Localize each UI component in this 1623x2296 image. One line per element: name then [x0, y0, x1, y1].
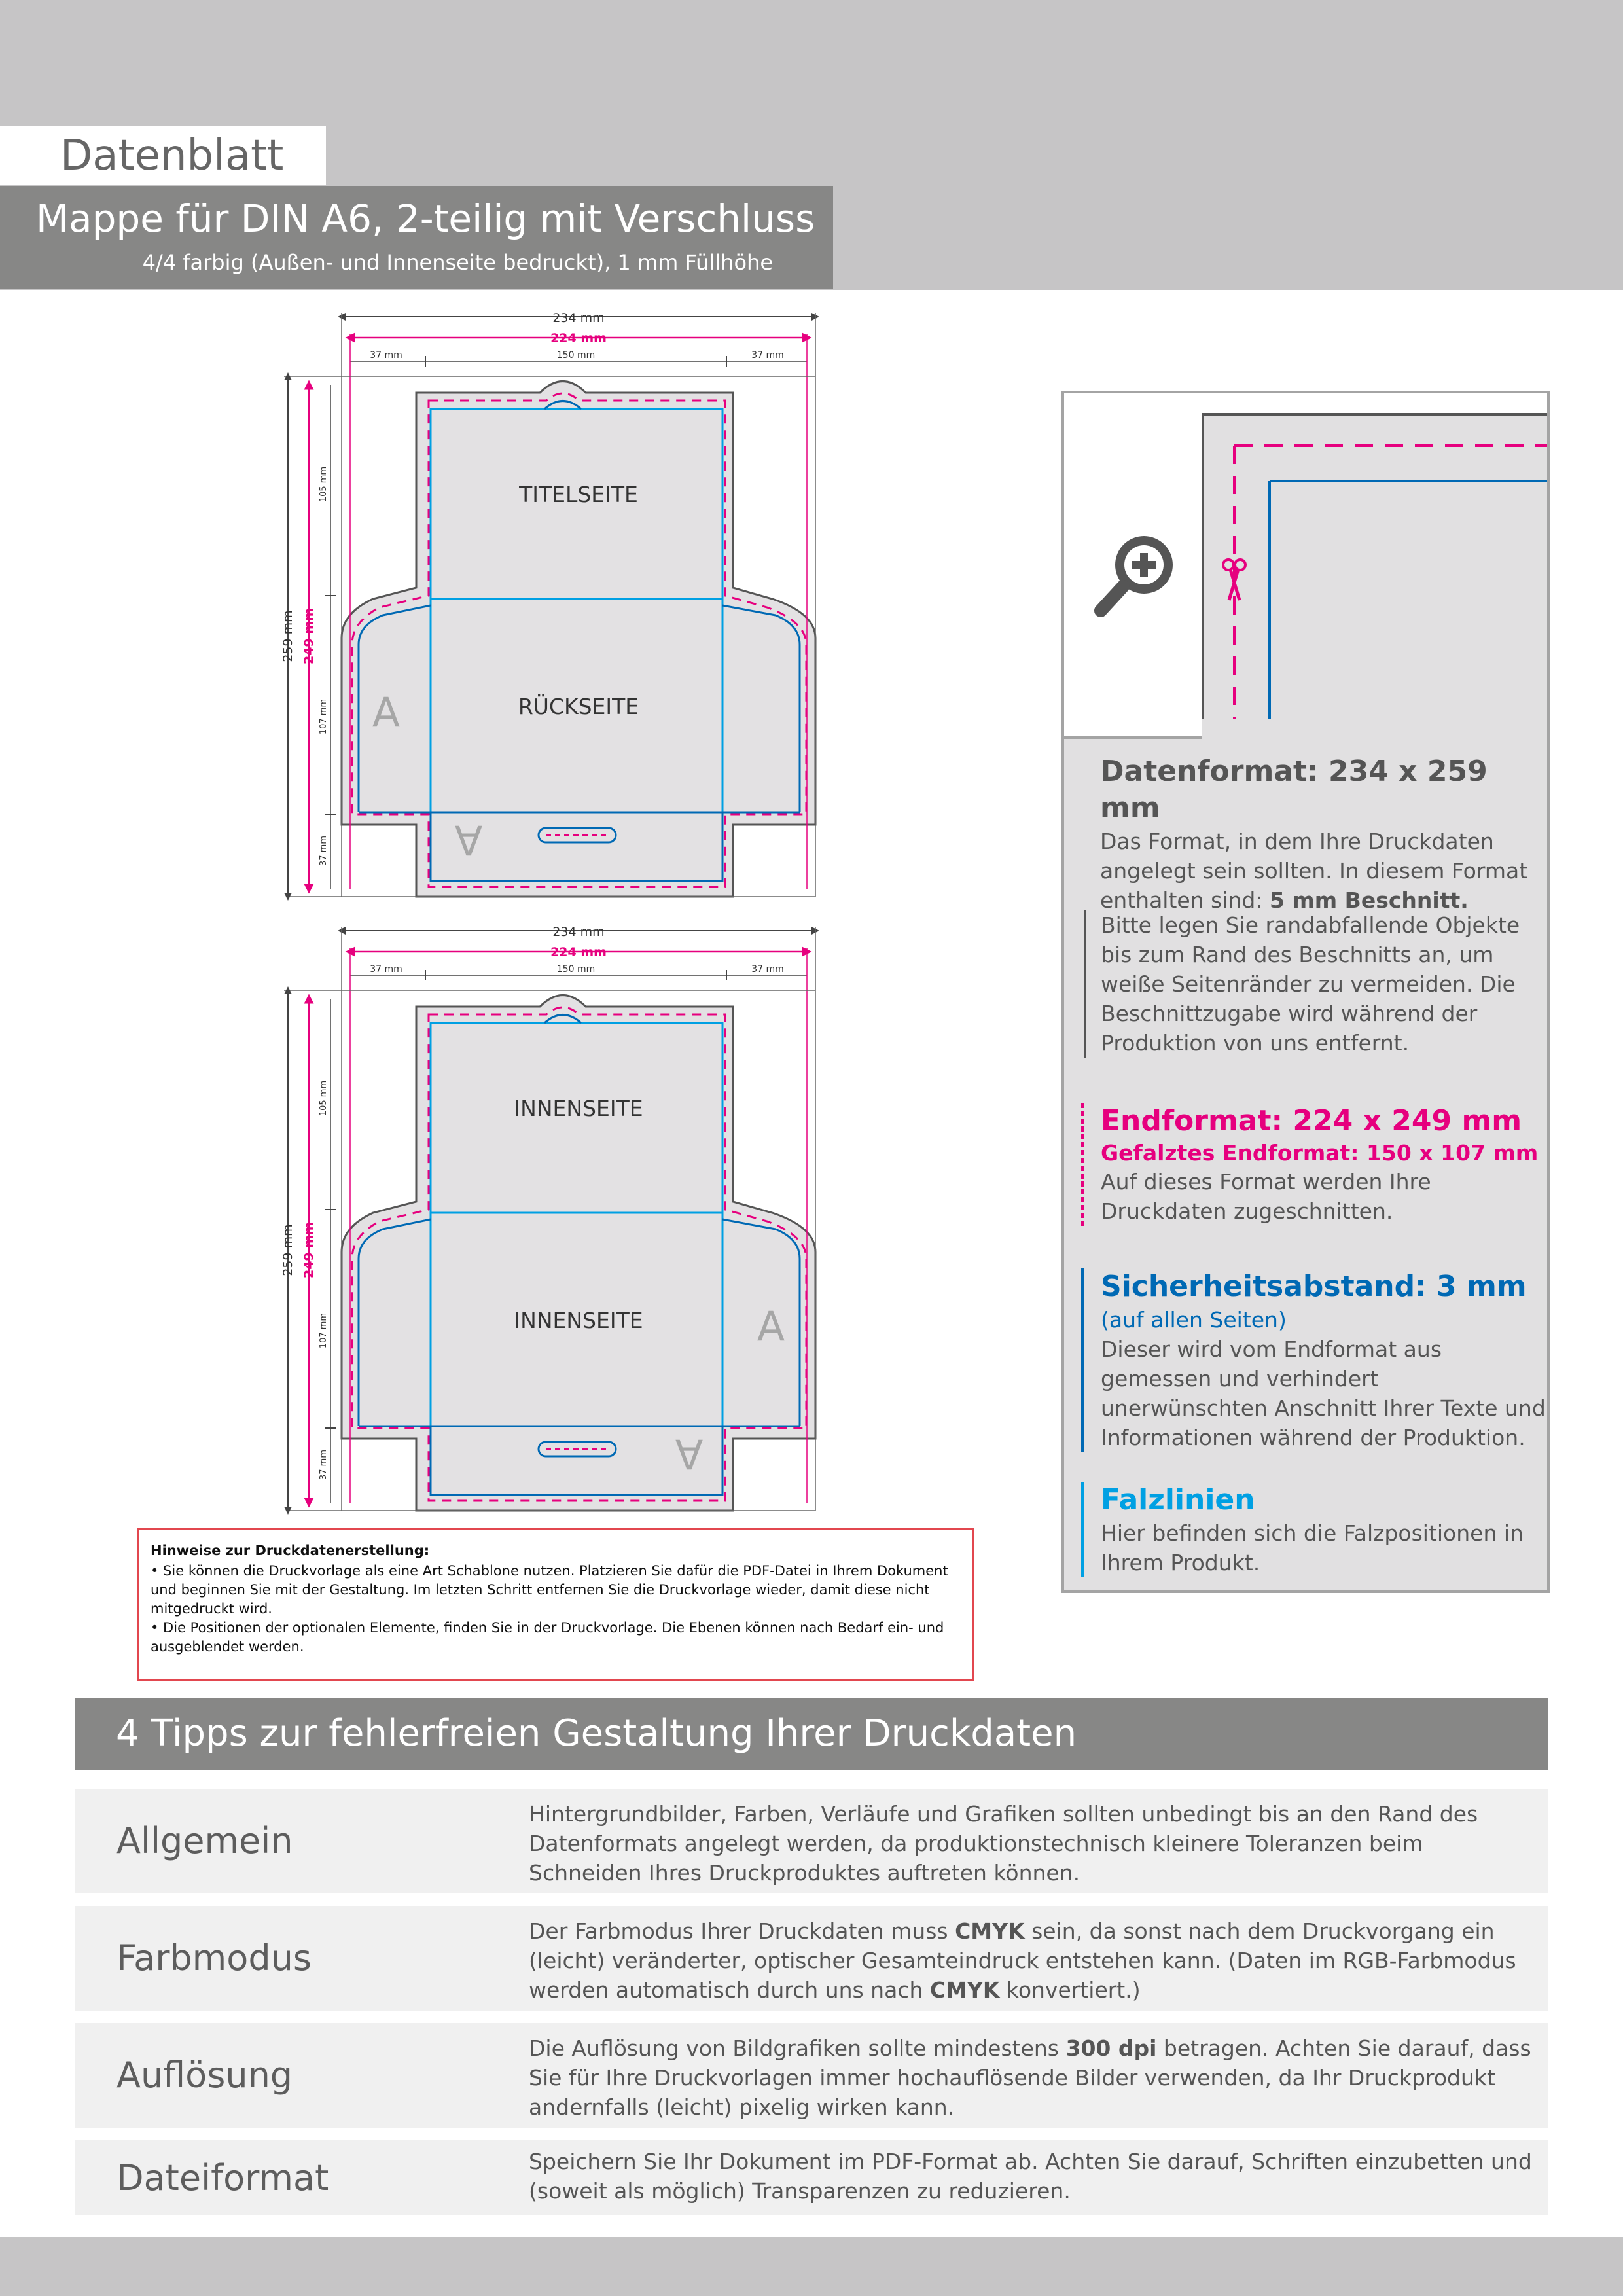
tip-text: Die Auflösung von Bildgrafiken sollte mindestens 300 dpi betragen. Achten Sie darauf, dass Sie für Ihre Druckvorlagen immer hochauflösende Bilder verwenden, da Ihr Druckprodukt andernfalls (leicht) pixelig wirken kann. [529, 2036, 1531, 2120]
endformat-section [1081, 1103, 1546, 1226]
label-innenseite-top: INNENSEITE [514, 1096, 643, 1121]
bottom-banner [0, 2237, 1623, 2296]
datenformat-bold: 5 mm Beschnitt. [1269, 888, 1469, 913]
dim-h2: 107 mm [319, 1312, 329, 1349]
hinweise-box [137, 1528, 974, 1681]
sicherheit-section [1081, 1268, 1546, 1452]
page-title: Mappe für DIN A6, 2-teilig mit Verschluss [36, 196, 815, 241]
hinweise-item-2: • Die Positionen der optionalen Elemente, finden Sie in der Druckvorlage. Die Ebenen können nach Bedarf ein- und ausgeblendet werden. [151, 1620, 944, 1655]
tip-label: Dateiformat [116, 2157, 329, 2198]
tip-label: Allgemein [116, 1820, 293, 1861]
dim-center: 150 mm [556, 964, 596, 975]
dim-center: 150 mm [556, 350, 596, 361]
dim-end-width: 224 mm [550, 331, 607, 346]
tip-row-allgemein [75, 1789, 1548, 1893]
zoom-in-icon [1101, 536, 1173, 611]
tip-row-aufloesung [75, 2023, 1548, 2128]
falz-text: Hier befinden sich die Falzpositionen in Ihrem Produkt. [1101, 1520, 1524, 1575]
dim-h3: 37 mm [319, 1449, 329, 1480]
letter-a-rotated: A [454, 816, 483, 864]
dim-total-height: 259 mm [281, 1224, 295, 1276]
tip-label: Farbmodus [116, 1937, 312, 1979]
datenformat-title: Datenformat: 234 x 259 mm [1100, 755, 1488, 825]
datenformat-section [1100, 753, 1545, 915]
sicherheit-text: Dieser wird vom Endformat aus gemessen und verhindert unerwünschten Anschnitt Ihrer Texte und Informationen während der Produktion. [1101, 1336, 1546, 1450]
datenformat-text: Das Format, in dem Ihre Druckdaten angelegt sein sollten. In diesem Format enthalten sind: [1100, 829, 1528, 913]
falz-section [1081, 1482, 1546, 1577]
info-panel [1061, 391, 1550, 1593]
dim-h2: 107 mm [319, 698, 329, 735]
label-titelseite: TITELSEITE [519, 482, 638, 507]
dim-left: 37 mm [370, 350, 402, 361]
diagram-bottom [281, 925, 815, 1511]
bleed-text: Bitte legen Sie randabfallende Objekte bis zum Rand des Beschnitts an, um weiße Seitenränder zu vermeiden. Die Beschnittzugabe wird während der Produktion von uns entfernt. [1101, 912, 1520, 1056]
letter-a: A [757, 1302, 785, 1350]
sicherheit-title: Sicherheitsabstand: 3 mm [1101, 1270, 1527, 1303]
falz-title: Falzlinien [1101, 1483, 1255, 1516]
endformat-sub: Gefalztes Endformat: 150 x 107 mm [1101, 1140, 1539, 1166]
dim-h3: 37 mm [319, 835, 329, 867]
dim-end-width: 224 mm [550, 945, 607, 960]
sicherheit-sub: (auf allen Seiten) [1101, 1307, 1287, 1333]
dim-h1: 105 mm [319, 1080, 329, 1117]
page-subtitle: 4/4 farbig (Außen- und Innenseite bedruckt), 1 mm Füllhöhe [142, 250, 773, 275]
dim-end-height: 249 mm [302, 608, 316, 664]
tip-row-farbmodus [75, 1906, 1548, 2011]
tip-label: Auflösung [116, 2054, 293, 2096]
bleed-detail [1064, 393, 1547, 739]
bleed-section [1084, 910, 1529, 1058]
tip-text: Hintergrundbilder, Farben, Verläufe und Grafiken sollten unbedingt bis an den Rand des Datenformats angelegt werden, da produktionstechnisch kleinere Toleranzen beim Schneiden Ihres Druckproduktes auftreten können. [529, 1801, 1478, 1886]
dim-end-height: 249 mm [302, 1222, 316, 1278]
tips-header: 4 Tipps zur fehlerfreien Gestaltung Ihrer Druckdaten [75, 1698, 1548, 1770]
tip-row-dateiformat [75, 2140, 1548, 2215]
tip-text: Speichern Sie Ihr Dokument im PDF-Format ab. Achten Sie darauf, Schriften einzubetten und (soweit als möglich) Transparenzen zu reduzieren. [529, 2149, 1532, 2204]
dim-h1: 105 mm [319, 466, 329, 503]
hinweise-item-1: • Sie können die Druckvorlage als eine Art Schablone nutzen. Platzieren Sie dafür die PDF-Datei in Ihrem Dokument und beginnen Sie mit der Gestaltung. Im letzten Schritt entfernen Sie die Druckvorlage wieder, damit diese nicht mitgedruckt wird. [151, 1563, 948, 1617]
tip-text: Der Farbmodus Ihrer Druckdaten muss CMYK sein, da sonst nach dem Druckvorgang ein (leicht) veränderter, optischer Gesamteindruck entstehen kann. (Daten im RGB-Farbmodus werden automatisch durch uns nach CMYK konvertiert.) [529, 1918, 1516, 2003]
dim-right: 37 mm [751, 350, 784, 361]
template-diagrams [0, 0, 851, 1571]
letter-a-rotated: A [675, 1430, 704, 1478]
dim-left: 37 mm [370, 964, 402, 975]
endformat-title: Endformat: 224 x 249 mm [1101, 1104, 1522, 1138]
label-innenseite-bottom: INNENSEITE [514, 1308, 643, 1333]
dim-total-width: 234 mm [552, 311, 605, 325]
datenblatt-label: Datenblatt [0, 126, 326, 185]
dim-total-width: 234 mm [552, 925, 605, 939]
label-rueckseite: RÜCKSEITE [518, 694, 639, 719]
dim-total-height: 259 mm [281, 610, 295, 662]
zoom-illustration [1064, 393, 1547, 739]
dim-right: 37 mm [751, 964, 784, 975]
endformat-text: Auf dieses Format werden Ihre Druckdaten zugeschnitten. [1101, 1169, 1431, 1224]
hinweise-title: Hinweise zur Druckdatenerstellung: [151, 1543, 430, 1558]
diagram-top [281, 311, 815, 897]
letter-a: A [372, 689, 401, 736]
